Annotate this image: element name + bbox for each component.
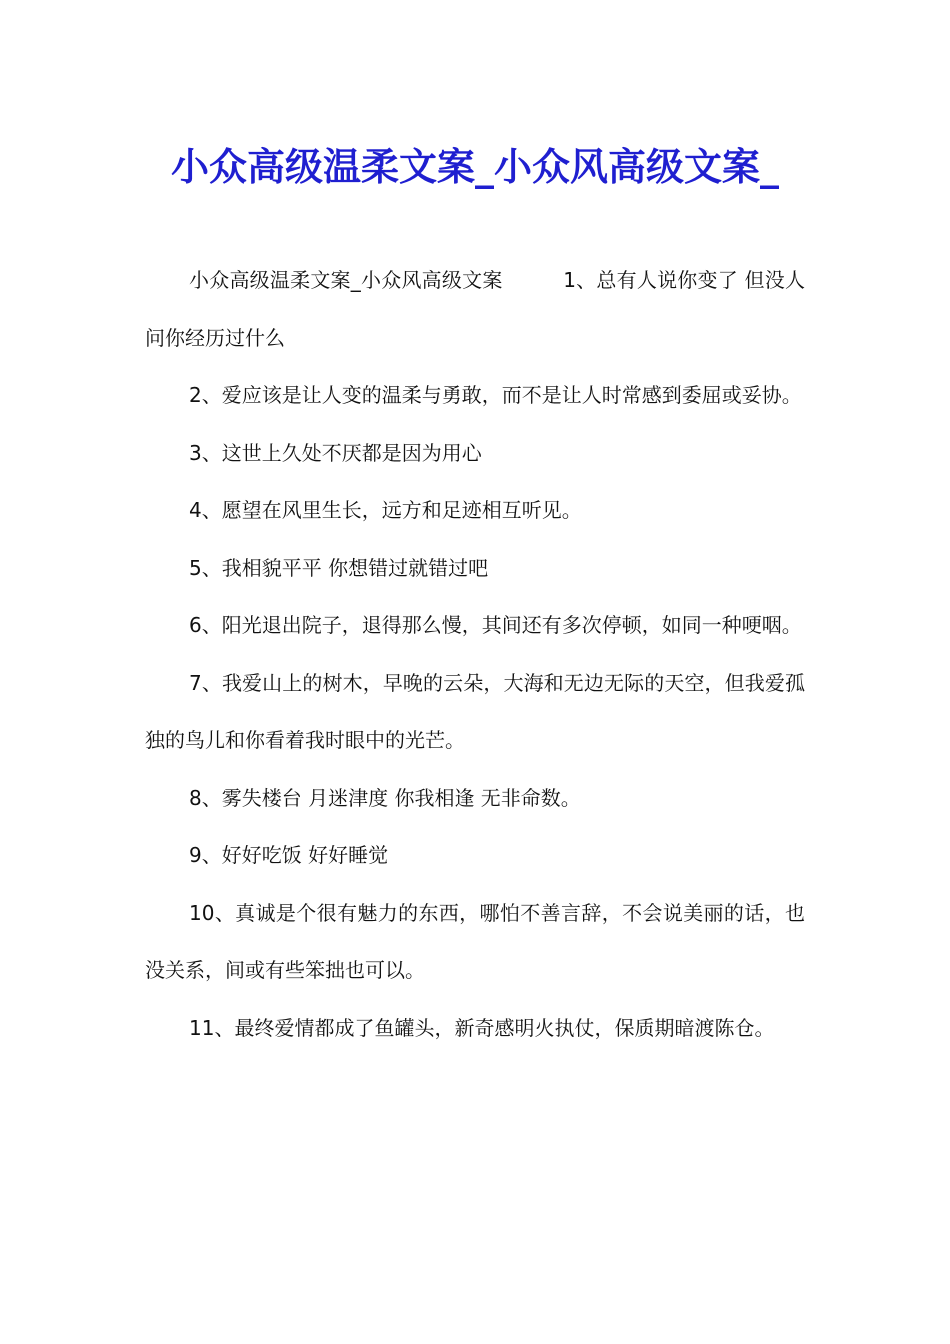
document-title: 小众高级温柔文案_小众风高级文案_ [170,144,779,189]
paragraph-item-9: 9、好好吃饭 好好睡觉 [189,843,389,867]
paragraph-item-11: 11、最终爱情都成了鱼罐头，新奇感明火执仗，保质期暗渡陈仓。 [189,1015,775,1040]
paragraph-item-2: 2、爱应该是让人变的温柔与勇敢，而不是让人时常感到委屈或妥协。 [189,383,802,407]
paragraph-intro: 小众高级温柔文案_小众风高级文案 1、总有人说你变了 但没人问你经历过什么 [145,268,805,350]
paragraph-item-5: 5、我相貌平平 你想错过就错过吧 [189,555,489,580]
paragraph-item-7: 7、我爱山上的树木，早晚的云朵，大海和无边无际的天空，但我爱孤独的鸟儿和你看着我时眼中的光芒。 [145,670,805,752]
document-body [145,252,805,1057]
paragraph-item-3: 3、这世上久处不厌都是因为用心 [189,440,482,465]
paragraph-item-6: 6、阳光退出院子，退得那么慢，其间还有多次停顿，如同一种哽咽。 [189,613,802,637]
paragraph-item-8: 8、雾失楼台 月迷津度 你我相逢 无非命数。 [189,785,581,810]
paragraph-item-10: 10、真诚是个很有魅力的东西，哪怕不善言辞，不会说美丽的话，也没关系，间或有些笨拙也可以。 [145,900,805,982]
paragraph-item-4: 4、愿望在风里生长，远方和足迹相互听见。 [189,498,582,522]
